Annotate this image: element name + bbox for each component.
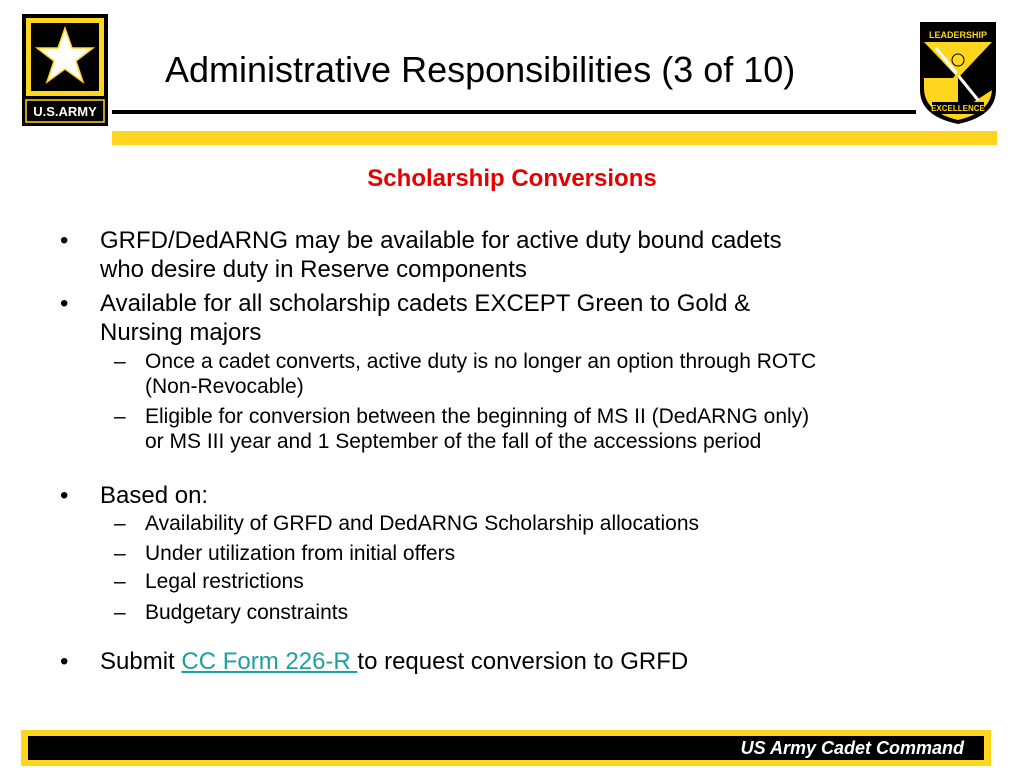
cc-form-226-r-link[interactable]: CC Form 226-R (181, 648, 358, 675)
sub-bullet-1-line-1: Once a cadet converts, active duty is no longer an option through ROTC (145, 350, 817, 373)
sub-bullet-6: Budgetary constraints (145, 601, 349, 624)
bullet-2 (100, 289, 940, 347)
sub-bullet-marker: – (114, 601, 126, 624)
bullet-marker: • (60, 227, 69, 254)
us-army-logo (22, 14, 108, 126)
slide-title: Administrative Responsibilities (3 of 10) (165, 49, 796, 90)
army-logo-text: U.S.ARMY (33, 104, 97, 119)
sub-bullet-marker: – (114, 570, 126, 593)
sub-bullet-marker: – (114, 542, 126, 565)
bullet-1-line-1: GRFD/DedARNG may be available for active duty bound cadets (100, 227, 782, 254)
sub-bullet-marker: – (114, 512, 126, 535)
sub-bullet-1-line-2: (Non-Revocable) (145, 375, 304, 398)
sub-bullet-4: Under utilization from initial offers (145, 542, 456, 565)
bullet-marker: • (60, 290, 69, 317)
footer-bar (21, 730, 991, 766)
footer-inner (28, 736, 984, 760)
sub-bullet-marker: – (114, 350, 126, 373)
footer-text: US Army Cadet Command (740, 738, 964, 758)
title-underline (112, 110, 916, 114)
bullet-4-suffix: to request conversion to GRFD (357, 648, 689, 675)
sub-bullet-3: Availability of GRFD and DedARNG Scholarship allocations (145, 512, 700, 535)
rotc-logo-top-text: LEADERSHIP (928, 30, 988, 40)
slide-subtitle: Scholarship Conversions (367, 165, 657, 192)
bullet-1 (100, 226, 940, 284)
sub-bullet-2 (145, 404, 975, 454)
gold-header-bar (112, 131, 997, 145)
sub-bullet-1 (145, 349, 975, 399)
sub-bullet-2-line-1: Eligible for conversion between the beginning of MS II (DedARNG only) (145, 405, 810, 428)
sub-bullet-marker: – (114, 405, 126, 428)
bullet-4-prefix: Submit (100, 648, 182, 675)
rotc-leadership-excellence-logo (918, 20, 998, 126)
bullet-2-line-2: Nursing majors (100, 319, 262, 346)
bullet-1-line-2: who desire duty in Reserve components (100, 256, 527, 283)
sub-bullet-2-line-2: or MS III year and 1 September of the fall of the accessions period (145, 430, 762, 453)
bullet-marker: • (60, 482, 69, 509)
sub-bullet-5: Legal restrictions (145, 570, 304, 593)
bullet-3: Based on: (100, 482, 209, 509)
bullet-4 (100, 647, 940, 676)
bullet-2-line-1: Available for all scholarship cadets EXCEPT Green to Gold & (100, 290, 751, 317)
rotc-logo-bottom-text: EXCELLENCE (931, 104, 985, 113)
bullet-marker: • (60, 648, 69, 675)
